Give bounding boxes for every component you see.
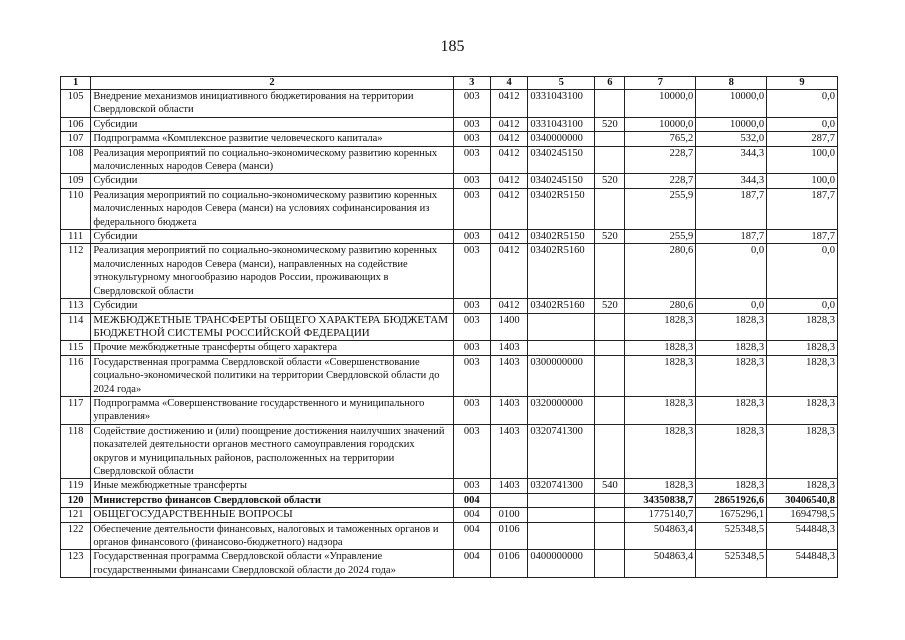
row-name-cell: Подпрограмма «Комплексное развитие человеческого капитала»	[91, 132, 453, 146]
amount-col7-cell: 228,7	[625, 146, 696, 174]
row-number-cell: 112	[61, 244, 91, 299]
section-code-cell: 0412	[490, 230, 527, 244]
table-row	[61, 355, 838, 396]
amount-col8-cell: 1828,3	[696, 313, 767, 341]
amount-col9-cell: 100,0	[767, 174, 838, 188]
expense-type-cell	[595, 508, 625, 522]
table-row	[61, 522, 838, 550]
ministry-code-cell: 004	[453, 508, 490, 522]
row-number-cell: 106	[61, 117, 91, 131]
amount-col7-cell: 504863,4	[625, 522, 696, 550]
amount-col8-cell: 525348,5	[696, 522, 767, 550]
ministry-code-cell: 003	[453, 355, 490, 396]
ministry-code-cell: 003	[453, 132, 490, 146]
column-header-7: 7	[625, 77, 696, 90]
target-article-cell: 0331043100	[528, 90, 595, 118]
section-code-cell: 0412	[490, 146, 527, 174]
section-code-cell: 1403	[490, 355, 527, 396]
section-code-cell: 0412	[490, 188, 527, 229]
table-row	[61, 174, 838, 188]
amount-col8-cell: 344,3	[696, 174, 767, 188]
expense-type-cell	[595, 90, 625, 118]
column-header-8: 8	[696, 77, 767, 90]
ministry-code-cell: 003	[453, 230, 490, 244]
row-number-cell: 105	[61, 90, 91, 118]
ministry-code-cell: 003	[453, 396, 490, 424]
target-article-cell	[528, 522, 595, 550]
row-number-cell: 119	[61, 479, 91, 493]
row-name-cell: Субсидии	[91, 117, 453, 131]
expense-type-cell	[595, 355, 625, 396]
column-header-1: 1	[61, 77, 91, 90]
amount-col9-cell: 544848,3	[767, 522, 838, 550]
row-number-cell: 109	[61, 174, 91, 188]
ministry-code-cell: 003	[453, 424, 490, 479]
amount-col7-cell: 1828,3	[625, 341, 696, 355]
amount-col9-cell: 100,0	[767, 146, 838, 174]
amount-col9-cell: 1828,3	[767, 479, 838, 493]
ministry-code-cell: 003	[453, 341, 490, 355]
target-article-cell: 03402R5150	[528, 230, 595, 244]
amount-col7-cell: 1828,3	[625, 355, 696, 396]
table-row	[61, 396, 838, 424]
amount-col9-cell: 544848,3	[767, 550, 838, 578]
amount-col9-cell: 0,0	[767, 299, 838, 313]
amount-col7-cell: 34350838,7	[625, 493, 696, 507]
ministry-code-cell: 003	[453, 90, 490, 118]
row-number-cell: 121	[61, 508, 91, 522]
ministry-code-cell: 003	[453, 479, 490, 493]
amount-col7-cell: 280,6	[625, 299, 696, 313]
amount-col8-cell: 1828,3	[696, 355, 767, 396]
ministry-code-cell: 003	[453, 146, 490, 174]
expense-type-cell	[595, 396, 625, 424]
amount-col8-cell: 187,7	[696, 188, 767, 229]
row-number-cell: 107	[61, 132, 91, 146]
row-number-cell: 123	[61, 550, 91, 578]
section-code-cell: 0412	[490, 90, 527, 118]
row-name-cell: Субсидии	[91, 174, 453, 188]
section-code-cell: 1400	[490, 313, 527, 341]
expense-type-cell: 520	[595, 299, 625, 313]
row-name-cell: Министерство финансов Свердловской области	[91, 493, 453, 507]
table-row	[61, 90, 838, 118]
section-code-cell: 0412	[490, 117, 527, 131]
amount-col7-cell: 280,6	[625, 244, 696, 299]
amount-col9-cell: 1828,3	[767, 355, 838, 396]
target-article-cell: 03402R5160	[528, 299, 595, 313]
expense-type-cell	[595, 493, 625, 507]
row-name-cell: Реализация мероприятий по социально-экономическому развитию коренных малочисленных народов Севера (манси)	[91, 146, 453, 174]
expense-type-cell	[595, 132, 625, 146]
expense-type-cell	[595, 188, 625, 229]
row-name-cell: Реализация мероприятий по социально-экономическому развитию коренных малочисленных народов Севера (манси) на условиях софинансирования из федерального бюджета	[91, 188, 453, 229]
row-name-cell: Иные межбюджетные трансферты	[91, 479, 453, 493]
budget-table	[60, 76, 838, 578]
amount-col9-cell: 1828,3	[767, 396, 838, 424]
ministry-code-cell: 004	[453, 522, 490, 550]
amount-col9-cell: 0,0	[767, 117, 838, 131]
ministry-code-cell: 003	[453, 117, 490, 131]
amount-col7-cell: 504863,4	[625, 550, 696, 578]
expense-type-cell: 520	[595, 117, 625, 131]
amount-col8-cell: 1675296,1	[696, 508, 767, 522]
table-row	[61, 132, 838, 146]
row-name-cell: Прочие межбюджетные трансферты общего характера	[91, 341, 453, 355]
table-row	[61, 479, 838, 493]
row-number-cell: 110	[61, 188, 91, 229]
amount-col9-cell: 287,7	[767, 132, 838, 146]
section-code-cell: 1403	[490, 479, 527, 493]
amount-col9-cell: 187,7	[767, 188, 838, 229]
ministry-code-cell: 003	[453, 299, 490, 313]
amount-col8-cell: 1828,3	[696, 396, 767, 424]
amount-col8-cell: 0,0	[696, 299, 767, 313]
table-row	[61, 341, 838, 355]
ministry-code-cell: 003	[453, 188, 490, 229]
expense-type-cell	[595, 341, 625, 355]
expense-type-cell: 520	[595, 174, 625, 188]
ministry-code-cell: 003	[453, 244, 490, 299]
amount-col9-cell: 0,0	[767, 244, 838, 299]
target-article-cell: 0340000000	[528, 132, 595, 146]
amount-col7-cell: 1775140,7	[625, 508, 696, 522]
table-row	[61, 299, 838, 313]
section-code-cell: 0412	[490, 132, 527, 146]
amount-col7-cell: 228,7	[625, 174, 696, 188]
amount-col9-cell: 187,7	[767, 230, 838, 244]
table-row	[61, 117, 838, 131]
amount-col7-cell: 1828,3	[625, 396, 696, 424]
row-number-cell: 115	[61, 341, 91, 355]
table-row	[61, 146, 838, 174]
section-code-cell: 0106	[490, 550, 527, 578]
amount-col8-cell: 1828,3	[696, 424, 767, 479]
target-article-cell: 03402R5160	[528, 244, 595, 299]
column-header-6: 6	[595, 77, 625, 90]
section-code-cell: 0100	[490, 508, 527, 522]
amount-col9-cell: 1828,3	[767, 313, 838, 341]
amount-col9-cell: 1828,3	[767, 424, 838, 479]
column-header-4: 4	[490, 77, 527, 90]
row-name-cell: Субсидии	[91, 299, 453, 313]
section-code-cell: 0412	[490, 244, 527, 299]
table-row	[61, 493, 838, 507]
amount-col8-cell: 0,0	[696, 244, 767, 299]
table-body	[61, 90, 838, 578]
section-code-cell	[490, 493, 527, 507]
expense-type-cell	[595, 313, 625, 341]
section-code-cell: 0412	[490, 299, 527, 313]
amount-col8-cell: 1828,3	[696, 341, 767, 355]
target-article-cell	[528, 341, 595, 355]
target-article-cell: 0331043100	[528, 117, 595, 131]
section-code-cell: 1403	[490, 341, 527, 355]
amount-col7-cell: 255,9	[625, 188, 696, 229]
column-header-5: 5	[528, 77, 595, 90]
amount-col7-cell: 1828,3	[625, 479, 696, 493]
target-article-cell: 0320741300	[528, 479, 595, 493]
amount-col9-cell: 1828,3	[767, 341, 838, 355]
target-article-cell	[528, 508, 595, 522]
target-article-cell: 0300000000	[528, 355, 595, 396]
row-number-cell: 122	[61, 522, 91, 550]
row-name-cell: Реализация мероприятий по социально-экономическому развитию коренных малочисленных народов Севера (манси), направленных на содействие этнокультурному многообразию народов России, проживающих в Свердловской области	[91, 244, 453, 299]
row-number-cell: 118	[61, 424, 91, 479]
column-header-2: 2	[91, 77, 453, 90]
amount-col9-cell: 1694798,5	[767, 508, 838, 522]
expense-type-cell	[595, 522, 625, 550]
ministry-code-cell: 003	[453, 313, 490, 341]
table-row	[61, 188, 838, 229]
ministry-code-cell: 003	[453, 174, 490, 188]
target-article-cell: 0320741300	[528, 424, 595, 479]
expense-type-cell: 520	[595, 230, 625, 244]
table-row	[61, 508, 838, 522]
expense-type-cell	[595, 244, 625, 299]
row-name-cell: Обеспечение деятельности финансовых, налоговых и таможенных органов и органов финансового (финансово-бюджетного) надзора	[91, 522, 453, 550]
table-row	[61, 244, 838, 299]
expense-type-cell	[595, 146, 625, 174]
amount-col7-cell: 10000,0	[625, 90, 696, 118]
amount-col7-cell: 10000,0	[625, 117, 696, 131]
target-article-cell: 0320000000	[528, 396, 595, 424]
expense-type-cell: 540	[595, 479, 625, 493]
target-article-cell: 03402R5150	[528, 188, 595, 229]
row-number-cell: 117	[61, 396, 91, 424]
amount-col8-cell: 10000,0	[696, 117, 767, 131]
row-name-cell: Подпрограмма «Совершенствование государственного и муниципального управления»	[91, 396, 453, 424]
amount-col9-cell: 0,0	[767, 90, 838, 118]
row-number-cell: 111	[61, 230, 91, 244]
ministry-code-cell: 004	[453, 493, 490, 507]
amount-col8-cell: 525348,5	[696, 550, 767, 578]
amount-col8-cell: 1828,3	[696, 479, 767, 493]
amount-col7-cell: 765,2	[625, 132, 696, 146]
page-number: 185	[440, 38, 465, 55]
table-row	[61, 313, 838, 341]
row-name-cell: Субсидии	[91, 230, 453, 244]
row-name-cell: Внедрение механизмов инициативного бюджетирования на территории Свердловской области	[91, 90, 453, 118]
row-number-cell: 116	[61, 355, 91, 396]
target-article-cell: 0400000000	[528, 550, 595, 578]
target-article-cell: 0340245150	[528, 146, 595, 174]
column-header-9: 9	[767, 77, 838, 90]
table-row	[61, 550, 838, 578]
section-code-cell: 0106	[490, 522, 527, 550]
section-code-cell: 1403	[490, 424, 527, 479]
amount-col7-cell: 1828,3	[625, 313, 696, 341]
row-number-cell: 114	[61, 313, 91, 341]
section-code-cell: 0412	[490, 174, 527, 188]
table-row	[61, 230, 838, 244]
row-name-cell: Государственная программа Свердловской области «Совершенствование социально-экономической политики на территории Свердловской области до 2024 года»	[91, 355, 453, 396]
row-number-cell: 113	[61, 299, 91, 313]
amount-col9-cell: 30406540,8	[767, 493, 838, 507]
target-article-cell	[528, 493, 595, 507]
amount-col8-cell: 344,3	[696, 146, 767, 174]
expense-type-cell	[595, 424, 625, 479]
row-number-cell: 120	[61, 493, 91, 507]
row-name-cell: МЕЖБЮДЖЕТНЫЕ ТРАНСФЕРТЫ ОБЩЕГО ХАРАКТЕРА БЮДЖЕТАМ БЮДЖЕТНОЙ СИСТЕМЫ РОССИЙСКОЙ ФЕДЕРАЦИИ	[91, 313, 453, 341]
row-name-cell: ОБЩЕГОСУДАРСТВЕННЫЕ ВОПРОСЫ	[91, 508, 453, 522]
amount-col8-cell: 532,0	[696, 132, 767, 146]
section-code-cell: 1403	[490, 396, 527, 424]
ministry-code-cell: 004	[453, 550, 490, 578]
row-name-cell: Содействие достижению и (или) поощрение достижения наилучших значений показателей деятельности органов местного самоуправления городских округов и муниципальных районов, расположенных на территории Свердловской области	[91, 424, 453, 479]
amount-col8-cell: 10000,0	[696, 90, 767, 118]
target-article-cell	[528, 313, 595, 341]
amount-col8-cell: 28651926,6	[696, 493, 767, 507]
table-header-row	[61, 77, 838, 90]
row-name-cell: Государственная программа Свердловской области «Управление государственными финансами Свердловской области до 2024 года»	[91, 550, 453, 578]
target-article-cell: 0340245150	[528, 174, 595, 188]
expense-type-cell	[595, 550, 625, 578]
row-number-cell: 108	[61, 146, 91, 174]
amount-col8-cell: 187,7	[696, 230, 767, 244]
amount-col7-cell: 1828,3	[625, 424, 696, 479]
table-row	[61, 424, 838, 479]
column-header-3: 3	[453, 77, 490, 90]
amount-col7-cell: 255,9	[625, 230, 696, 244]
